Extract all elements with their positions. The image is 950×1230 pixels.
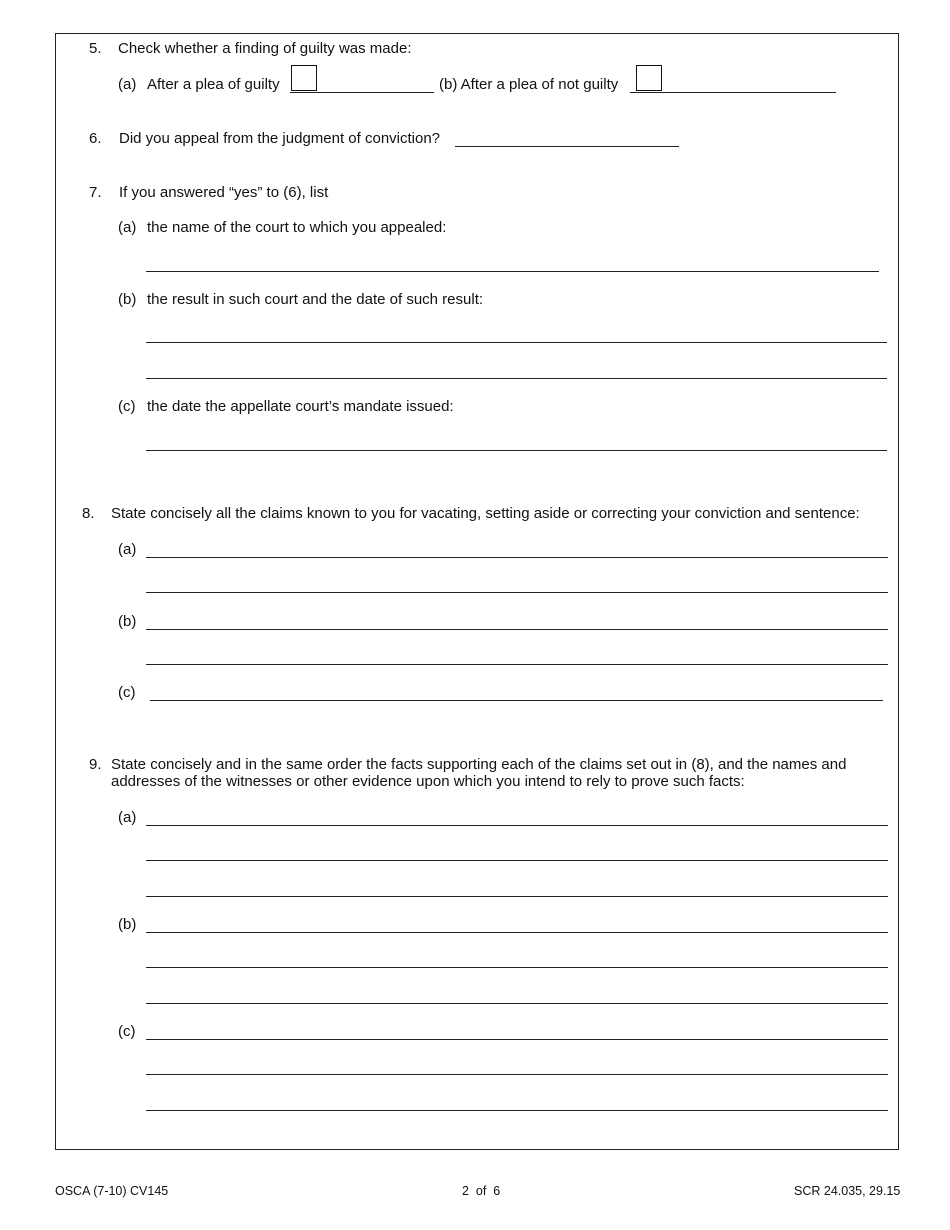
q7-c-text: the date the appellate court’s mandate issued: <box>147 398 454 415</box>
facts-b-field-3[interactable] <box>146 1003 888 1004</box>
q5-a-blank[interactable] <box>290 92 434 93</box>
q5-b-blank[interactable] <box>630 92 836 93</box>
facts-a-field-2[interactable] <box>146 860 888 861</box>
q9-text-line1: State concisely and in the same order the facts supporting each of the claims set out in (8), and the names and <box>111 756 847 773</box>
facts-c-field-2[interactable] <box>146 1074 888 1075</box>
q8-a-label: (a) <box>118 541 137 558</box>
q7-b-label: (b) <box>118 291 137 308</box>
q7-c-label: (c) <box>118 398 136 415</box>
q7-a-label: (a) <box>118 219 137 236</box>
facts-a-field-1[interactable] <box>146 825 888 826</box>
q9-c-label: (c) <box>118 1023 136 1040</box>
q5-number: 5. <box>89 40 102 57</box>
appeal-answer-field[interactable] <box>455 146 679 147</box>
q6-text: Did you appeal from the judgment of conviction? <box>119 130 441 147</box>
claim-c-field[interactable] <box>150 700 883 701</box>
q8-number: 8. <box>82 505 95 522</box>
q8-b-label: (b) <box>118 613 137 630</box>
q5-text: Check whether a finding of guilty was made: <box>118 40 412 57</box>
claim-a-field-2[interactable] <box>146 592 888 593</box>
not-guilty-plea-checkbox[interactable] <box>636 65 662 91</box>
q9-a-label: (a) <box>118 809 137 826</box>
q8-c-label: (c) <box>118 684 136 701</box>
q7-number: 7. <box>89 184 102 201</box>
claim-b-field-1[interactable] <box>146 629 888 630</box>
q5-a-text: After a plea of guilty <box>147 76 280 93</box>
facts-b-field-1[interactable] <box>146 932 888 933</box>
q7-text: If you answered “yes” to (6), list <box>119 184 329 201</box>
claim-a-field-1[interactable] <box>146 557 888 558</box>
form-id: OSCA (7-10) CV145 <box>55 1184 169 1198</box>
q9-b-label: (b) <box>118 916 137 933</box>
page-number: 2 of 6 <box>462 1184 501 1198</box>
appeal-result-field-2[interactable] <box>146 378 887 379</box>
mandate-date-field[interactable] <box>146 450 887 451</box>
facts-c-field-1[interactable] <box>146 1039 888 1040</box>
guilty-plea-checkbox[interactable] <box>291 65 317 91</box>
q5-a-label: (a) <box>118 76 137 93</box>
q8-text: State concisely all the claims known to you for vacating, setting aside or correcting your conviction and sentence: <box>111 505 860 522</box>
appeal-result-field-1[interactable] <box>146 342 887 343</box>
facts-c-field-3[interactable] <box>146 1110 888 1111</box>
q6-number: 6. <box>89 130 102 147</box>
q5-b-text: (b) After a plea of not guilty <box>439 76 619 93</box>
claim-b-field-2[interactable] <box>146 664 888 665</box>
q9-text-line2: addresses of the witnesses or other evidence upon which you intend to rely to prove such facts: <box>111 773 745 790</box>
q9-number: 9. <box>89 756 102 773</box>
facts-a-field-3[interactable] <box>146 896 888 897</box>
facts-b-field-2[interactable] <box>146 967 888 968</box>
q7-a-text: the name of the court to which you appealed: <box>147 219 447 236</box>
appeal-court-name-field[interactable] <box>146 271 879 272</box>
rule-reference: SCR 24.035, 29.15 <box>794 1184 901 1198</box>
q7-b-text: the result in such court and the date of such result: <box>147 291 484 308</box>
